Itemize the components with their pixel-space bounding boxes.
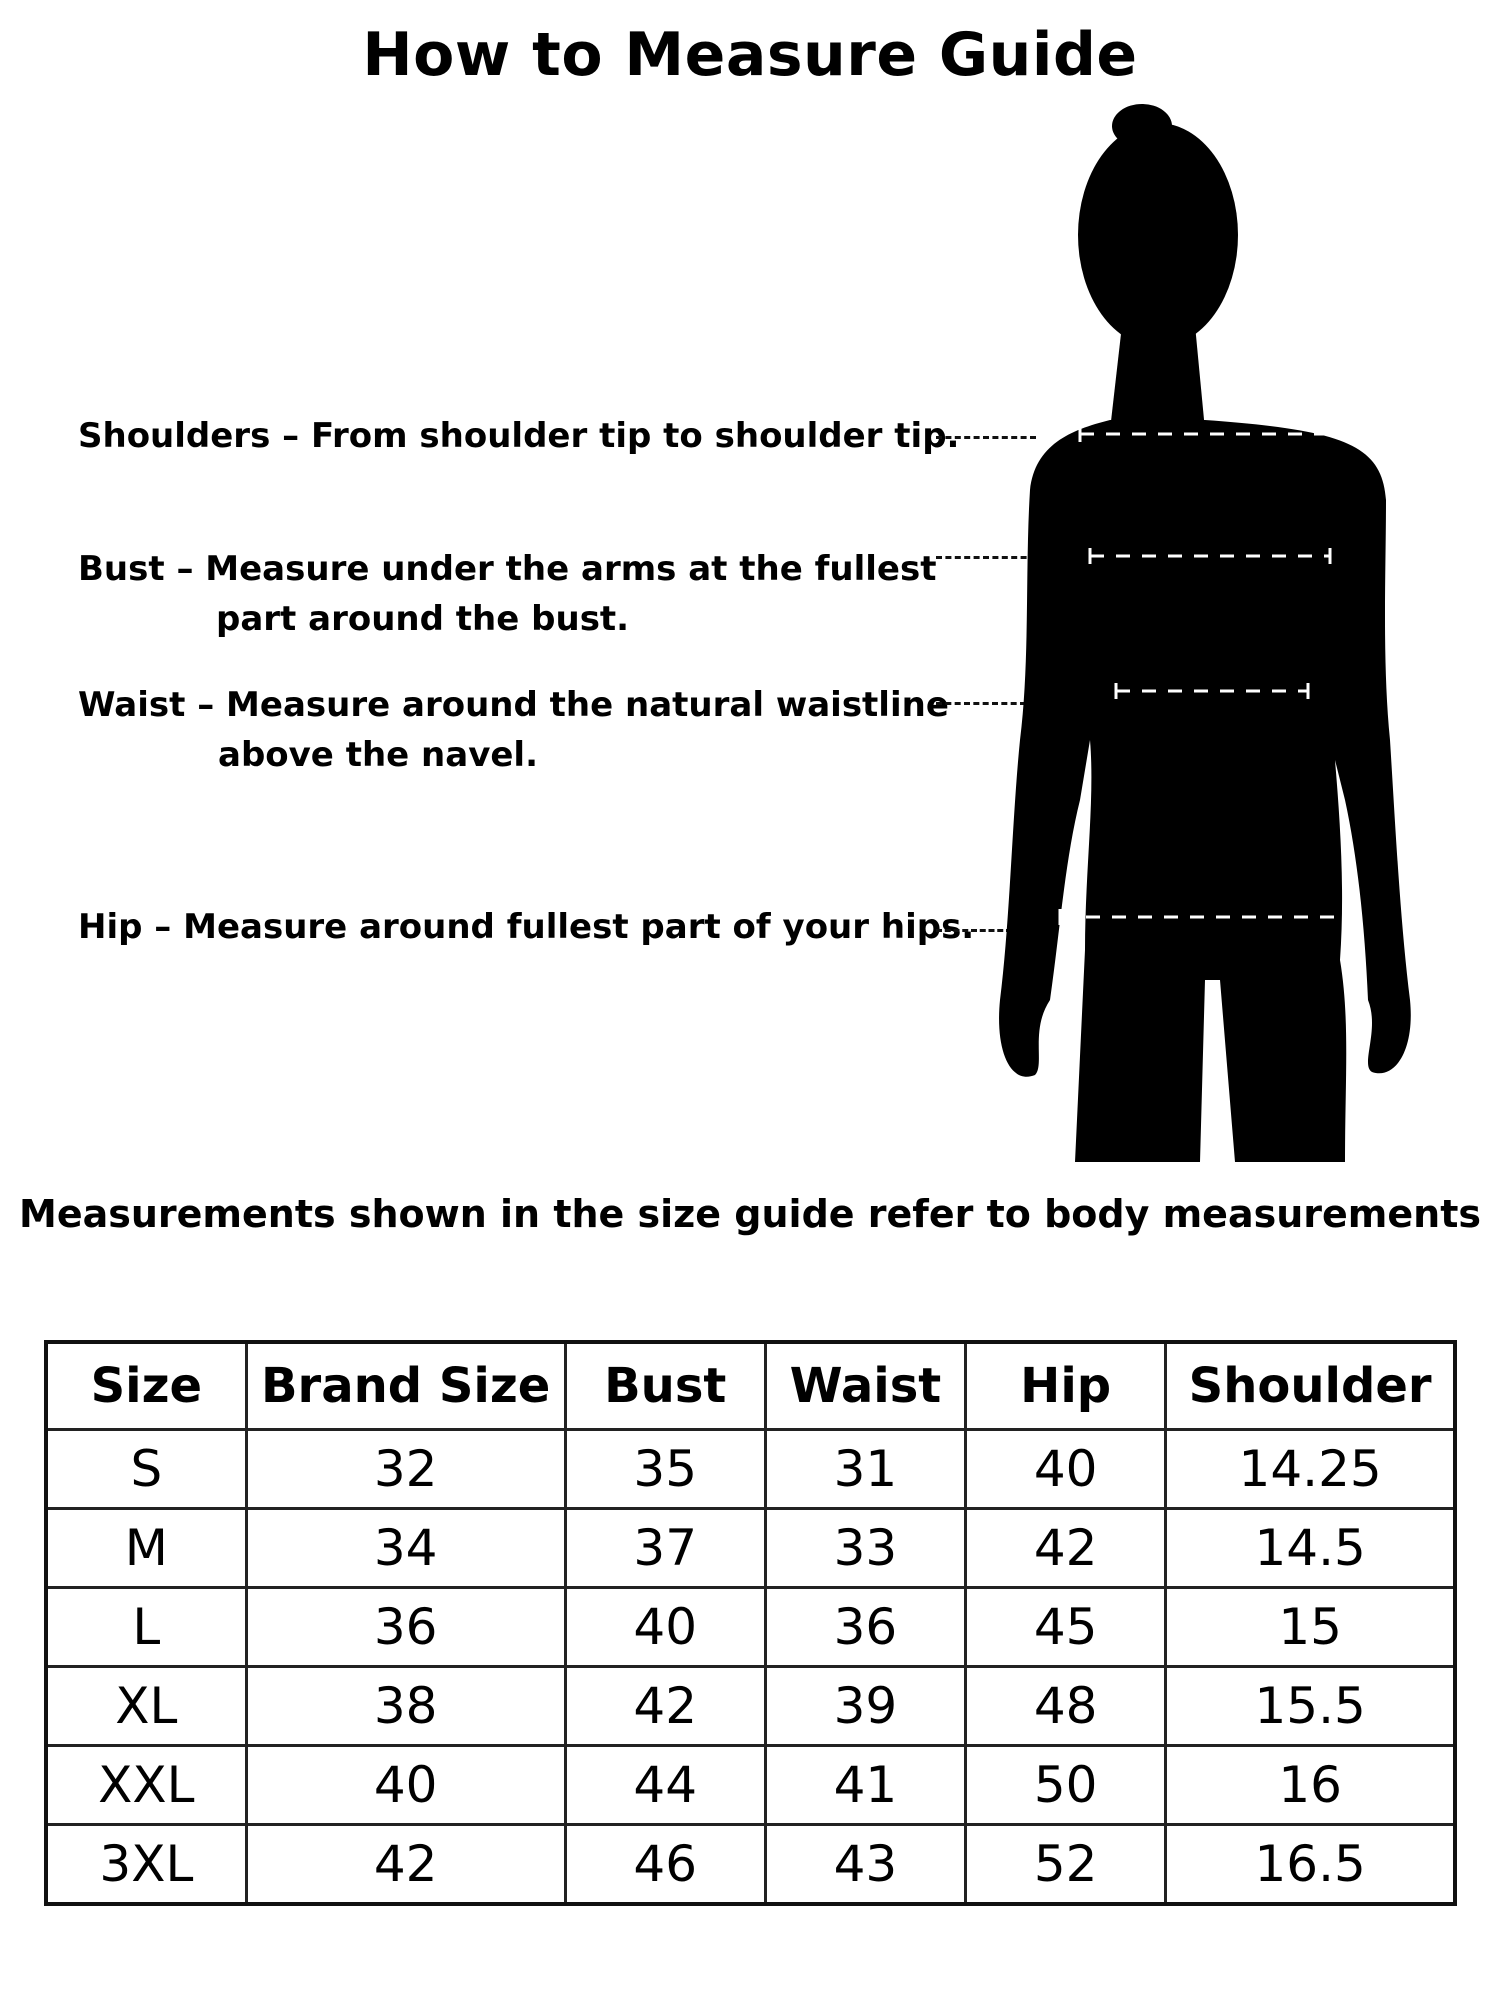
size-cell: XL [46,1667,246,1746]
table-row [46,1667,1455,1746]
header-waist: Waist [765,1342,965,1430]
shoulder-cell: 14.25 [1166,1430,1455,1509]
table-row [46,1825,1455,1905]
waist-cell: 36 [765,1588,965,1667]
waist-cell: 41 [765,1746,965,1825]
shoulder-cell: 16 [1166,1746,1455,1825]
header-size: Size [46,1342,246,1430]
waist-cell: 43 [765,1825,965,1905]
table-header-row [46,1342,1455,1430]
table-row [46,1509,1455,1588]
waist-cell: 33 [765,1509,965,1588]
header-hip: Hip [966,1342,1166,1430]
table-row [46,1746,1455,1825]
hip-note: Hip – Measure around fullest part of your hips. [78,907,975,947]
hip-cell: 48 [966,1667,1166,1746]
bust-note [78,544,936,644]
bust-cell: 37 [565,1509,765,1588]
waist-note [78,680,949,780]
bust-cell: 40 [565,1588,765,1667]
page-title: How to Measure Guide [362,20,1138,90]
table-row [46,1430,1455,1509]
shoulder-cell: 15 [1166,1588,1455,1667]
waist-cell: 31 [765,1430,965,1509]
measurements-subtitle: Measurements shown in the size guide refer to body measurements [19,1192,1481,1236]
header-brand-size: Brand Size [246,1342,565,1430]
waist-note-line2: above the navel. [218,735,538,775]
bust-cell: 35 [565,1430,765,1509]
brand-size-cell: 36 [246,1588,565,1667]
brand-size-cell: 40 [246,1746,565,1825]
shoulder-cell: 15.5 [1166,1667,1455,1746]
brand-size-cell: 32 [246,1430,565,1509]
bust-cell: 44 [565,1746,765,1825]
size-cell: XXL [46,1746,246,1825]
bust-note-line2: part around the bust. [216,599,630,639]
hip-cell: 52 [966,1825,1166,1905]
hip-cell: 50 [966,1746,1166,1825]
bust-cell: 46 [565,1825,765,1905]
waist-cell: 39 [765,1667,965,1746]
shoulders-note: Shoulders – From shoulder tip to shoulder tip. [78,416,960,456]
hip-cell: 40 [966,1430,1166,1509]
size-cell: L [46,1588,246,1667]
bust-cell: 42 [565,1667,765,1746]
header-bust: Bust [565,1342,765,1430]
size-cell: S [46,1430,246,1509]
brand-size-cell: 34 [246,1509,565,1588]
waist-note-line1: Waist – Measure around the natural waistline [78,685,949,725]
header-shoulder: Shoulder [1166,1342,1455,1430]
bust-note-line1: Bust – Measure under the arms at the fullest [78,549,937,589]
brand-size-cell: 38 [246,1667,565,1746]
hip-cell: 42 [966,1509,1166,1588]
size-chart-table [44,1340,1457,1906]
hip-cell: 45 [966,1588,1166,1667]
table-row [46,1588,1455,1667]
size-cell: 3XL [46,1825,246,1905]
shoulder-cell: 16.5 [1166,1825,1455,1905]
size-cell: M [46,1509,246,1588]
brand-size-cell: 42 [246,1825,565,1905]
shoulder-cell: 14.5 [1166,1509,1455,1588]
woman-silhouette-icon [990,100,1420,1165]
